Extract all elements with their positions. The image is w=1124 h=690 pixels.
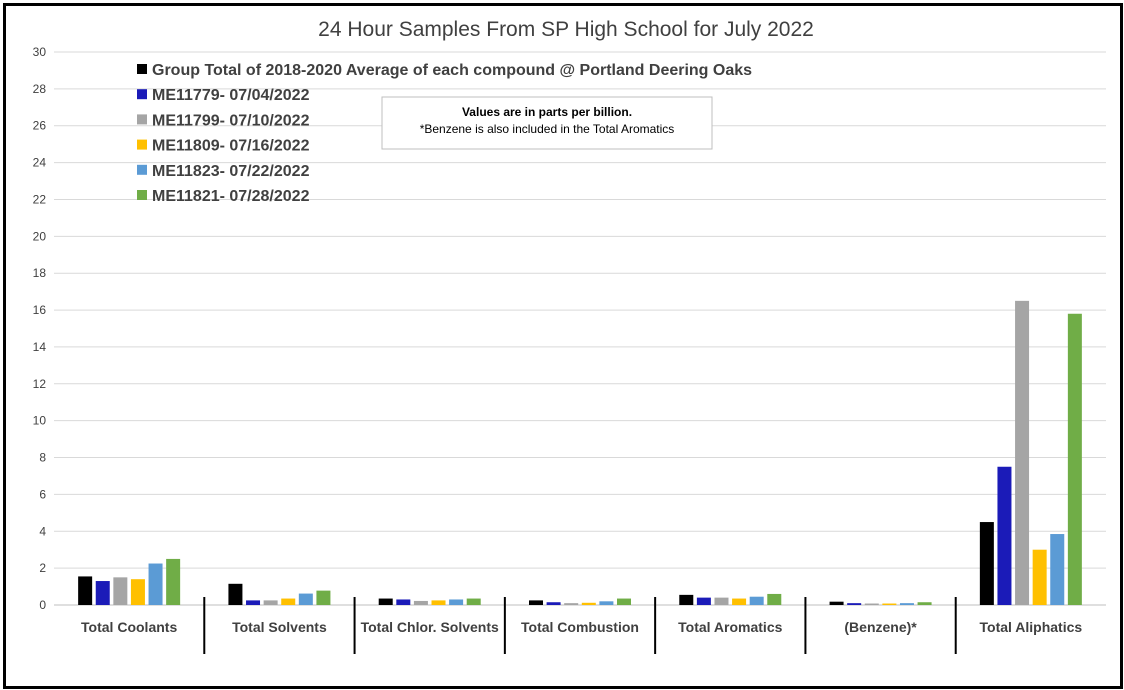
y-tick-label: 18 — [32, 266, 46, 281]
bar — [918, 602, 932, 605]
bar — [299, 594, 313, 605]
bar — [379, 599, 393, 605]
legend-swatch — [137, 64, 147, 74]
bar — [750, 597, 764, 605]
bar — [1050, 534, 1064, 605]
category-label: Total Coolants — [81, 619, 178, 635]
y-tick-label: 2 — [39, 561, 46, 576]
bar — [396, 599, 410, 605]
bar — [882, 604, 896, 605]
bar — [980, 522, 994, 605]
bar — [847, 603, 861, 605]
bar — [264, 600, 278, 605]
legend-label: Group Total of 2018-2020 Average of each compound @ Portland Deering Oaks — [152, 62, 753, 79]
legend-label: ME11799- 07/10/2022 — [152, 112, 310, 130]
y-tick-label: 0 — [39, 598, 46, 612]
bar — [1015, 301, 1029, 605]
y-tick-label: 26 — [32, 118, 46, 133]
y-axis-ticks — [33, 45, 47, 612]
bar — [900, 603, 914, 605]
units-note-line2: *Benzene is also included in the Total Aromatics — [419, 122, 675, 136]
bar — [582, 603, 596, 605]
bar — [467, 599, 481, 605]
bar — [432, 600, 446, 605]
bar — [599, 601, 613, 605]
bar — [547, 602, 561, 605]
bar — [1068, 314, 1082, 605]
y-tick-label: 24 — [32, 155, 46, 170]
bar — [131, 579, 145, 605]
bar — [78, 576, 92, 605]
bar — [997, 467, 1011, 605]
bar — [732, 599, 746, 605]
units-note — [382, 97, 712, 149]
legend-swatch — [137, 114, 147, 124]
y-tick-label: 12 — [32, 376, 46, 391]
y-tick-label: 14 — [32, 339, 46, 354]
bar-chart — [6, 6, 1120, 686]
category-label: Total Aromatics — [678, 619, 783, 635]
bar — [246, 600, 260, 605]
category-label: Total Combustion — [521, 619, 639, 635]
units-note-line1: Values are in parts per billion. — [461, 105, 633, 119]
bar — [830, 602, 844, 605]
category-label: Total Aliphatics — [979, 619, 1083, 635]
bar — [697, 598, 711, 605]
bar — [316, 591, 330, 605]
bar — [714, 598, 728, 605]
category-label: Total Solvents — [232, 619, 327, 635]
y-tick-label: 16 — [32, 303, 46, 318]
bar — [767, 594, 781, 605]
bar — [113, 577, 127, 605]
legend-swatch — [137, 190, 147, 200]
y-tick-label: 20 — [32, 229, 46, 244]
bar — [617, 599, 631, 605]
chart-frame — [3, 3, 1123, 689]
y-tick-label: 30 — [32, 45, 46, 59]
legend-swatch — [137, 140, 147, 150]
legend-label: ME11823- 07/22/2022 — [152, 162, 310, 180]
bar — [1033, 550, 1047, 605]
y-tick-label: 6 — [39, 487, 46, 502]
chart-title: 24 Hour Samples From SP High School for July 2022 — [318, 18, 814, 41]
legend-label: ME11779- 07/04/2022 — [152, 87, 310, 105]
y-tick-label: 22 — [32, 192, 46, 207]
bar — [564, 603, 578, 605]
bar — [166, 559, 180, 605]
legend-swatch — [137, 165, 147, 175]
y-tick-label: 28 — [32, 81, 46, 96]
bar — [529, 600, 543, 605]
bar — [865, 604, 879, 605]
y-tick-label: 4 — [39, 524, 46, 539]
y-tick-label: 10 — [32, 413, 46, 428]
y-tick-label: 8 — [39, 450, 46, 465]
category-labels — [81, 597, 1082, 654]
bar — [281, 599, 295, 605]
bar — [228, 584, 242, 605]
category-label: (Benzene)* — [844, 619, 917, 635]
legend-swatch — [137, 89, 147, 99]
legend-label: ME11809- 07/16/2022 — [152, 137, 310, 155]
legend-label: ME11821- 07/28/2022 — [152, 188, 310, 205]
bar — [449, 599, 463, 605]
bar — [149, 564, 163, 605]
bar — [679, 595, 693, 605]
bar — [96, 581, 110, 605]
category-label: Total Chlor. Solvents — [360, 619, 499, 635]
bar — [414, 601, 428, 605]
